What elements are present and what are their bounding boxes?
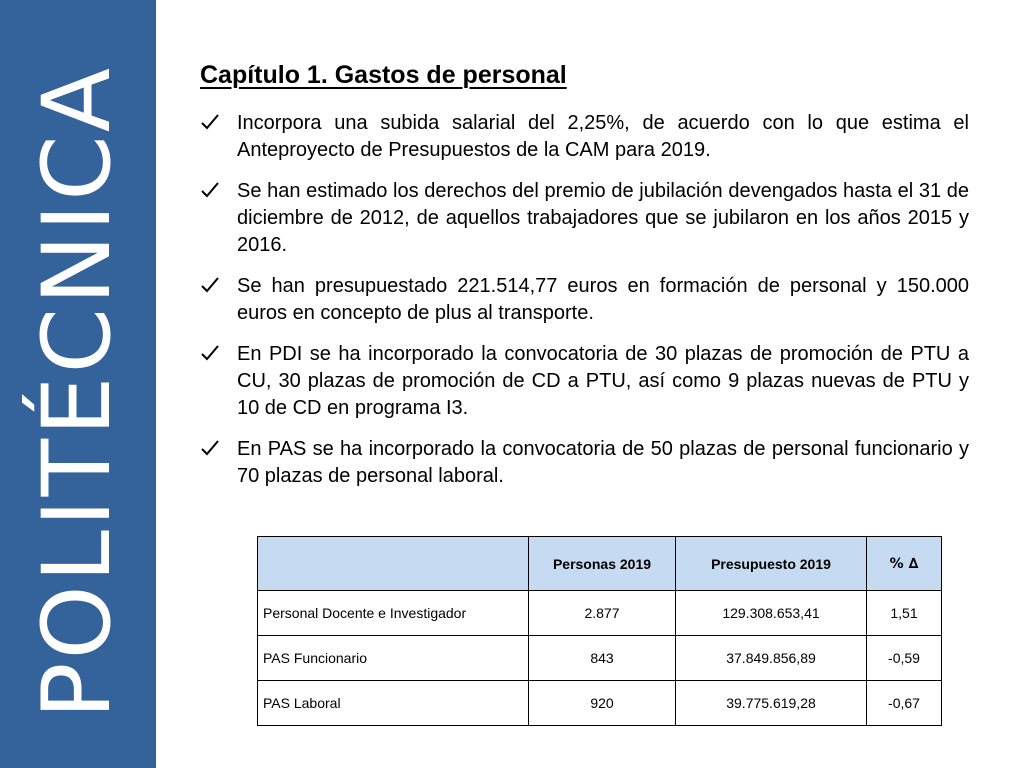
bullet-item bbox=[200, 178, 969, 259]
row-personas: 2.877 bbox=[529, 591, 676, 636]
row-presupuesto: 37.849.856,89 bbox=[676, 636, 867, 681]
check-icon bbox=[200, 112, 220, 132]
row-presupuesto: 39.775.619,28 bbox=[676, 681, 867, 726]
side-band bbox=[0, 0, 156, 768]
check-icon bbox=[200, 275, 220, 295]
bullet-item bbox=[200, 110, 969, 164]
bullet-item bbox=[200, 341, 969, 422]
row-name: PAS Laboral bbox=[258, 681, 529, 726]
row-pct: -0,67 bbox=[867, 681, 942, 726]
side-band-text: POLITÉCNICA bbox=[23, 64, 132, 720]
row-presupuesto: 129.308.653,41 bbox=[676, 591, 867, 636]
slide-title: Capítulo 1. Gastos de personal bbox=[200, 61, 567, 89]
row-name: Personal Docente e Investigador bbox=[258, 591, 529, 636]
bullet-text: En PDI se ha incorporado la convocatoria de 30 plazas de promoción de PTU a CU, 30 plazas de promoción de CD a PTU, así como 9 plazas nuevas de PTU y 10 de CD en programa I3. bbox=[237, 343, 969, 419]
table-row bbox=[258, 591, 942, 636]
row-name: PAS Funcionario bbox=[258, 636, 529, 681]
header-personas: Personas 2019 bbox=[529, 537, 676, 591]
table-row bbox=[258, 681, 942, 726]
check-icon bbox=[200, 343, 220, 363]
header-empty bbox=[258, 537, 529, 591]
header-pct-delta: % ∆ bbox=[867, 537, 942, 591]
table-header-row bbox=[258, 537, 942, 591]
row-personas: 920 bbox=[529, 681, 676, 726]
bullet-text: Se han estimado los derechos del premio de jubilación devengados hasta el 31 de diciembre de 2012, de aquellos trabajadores que se jubilaron en los años 2015 y 2016. bbox=[237, 180, 969, 256]
bullet-text: En PAS se ha incorporado la convocatoria de 50 plazas de personal funcionario y 70 plazas de personal laboral. bbox=[237, 438, 969, 487]
bullet-text: Incorpora una subida salarial del 2,25%, de acuerdo con lo que estima el Anteproyecto de Presupuestos de la CAM para 2019. bbox=[237, 112, 969, 161]
header-presupuesto: Presupuesto 2019 bbox=[676, 537, 867, 591]
bullet-text: Se han presupuestado 221.514,77 euros en formación de personal y 150.000 euros en concepto de plus al transporte. bbox=[237, 275, 969, 324]
bullet-list bbox=[200, 110, 969, 504]
table-row bbox=[258, 636, 942, 681]
bullet-item bbox=[200, 436, 969, 490]
staff-table bbox=[257, 536, 942, 726]
check-icon bbox=[200, 180, 220, 200]
check-icon bbox=[200, 438, 220, 458]
row-pct: -0,59 bbox=[867, 636, 942, 681]
row-personas: 843 bbox=[529, 636, 676, 681]
bullet-item bbox=[200, 273, 969, 327]
row-pct: 1,51 bbox=[867, 591, 942, 636]
